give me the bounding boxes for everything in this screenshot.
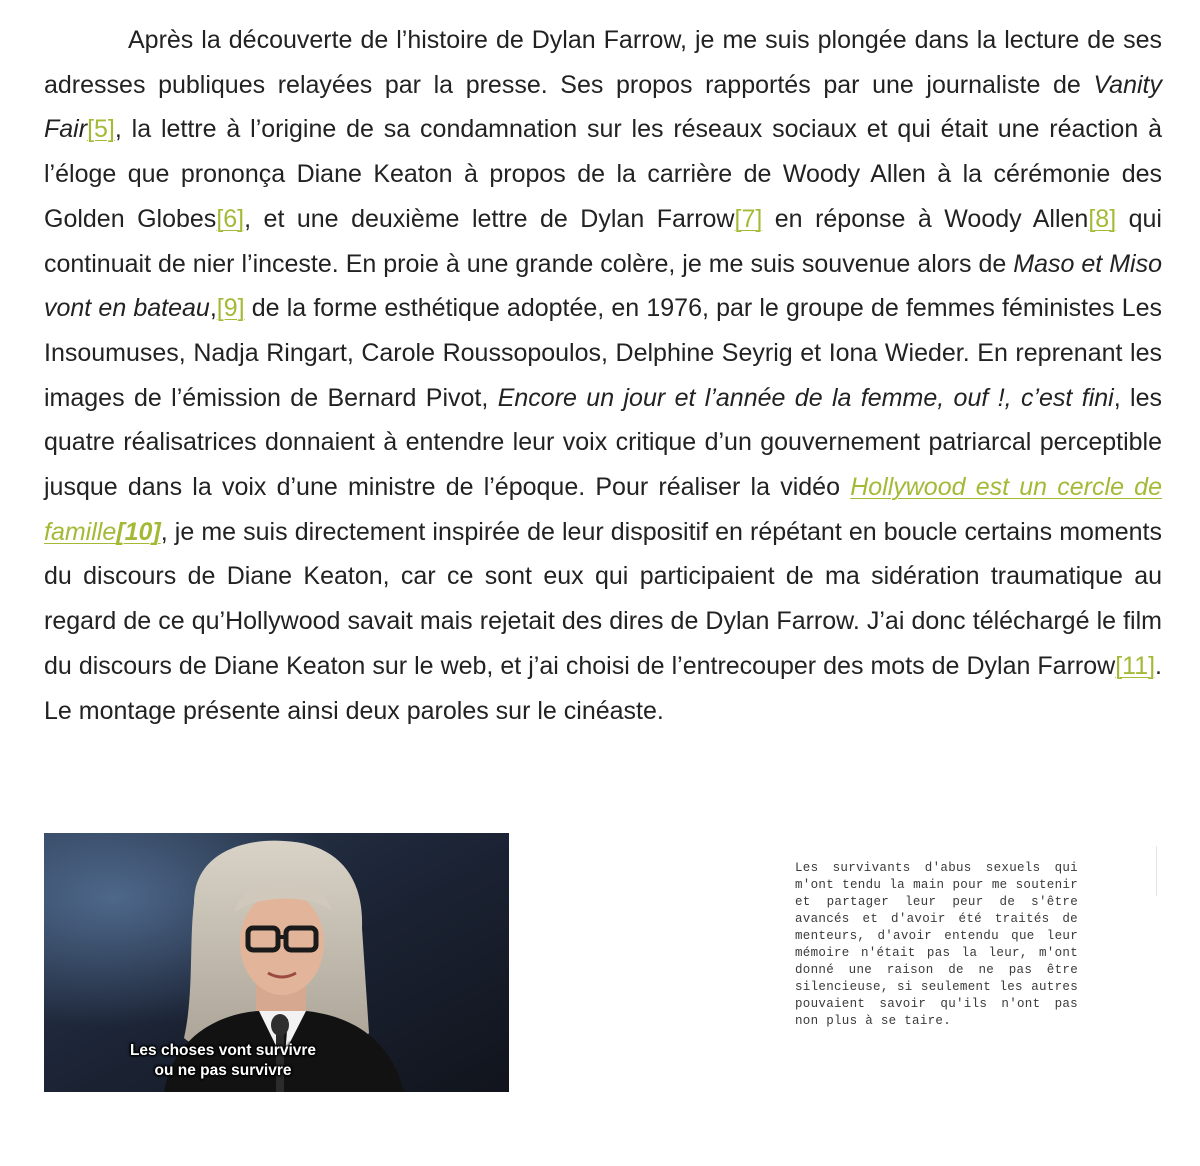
text-segment: en réponse à Woody Allen <box>762 204 1089 233</box>
video-still-image <box>44 833 509 1092</box>
footnote-link-11[interactable]: [11] <box>1115 651 1156 680</box>
footnote-link-8[interactable]: [8] <box>1088 204 1117 233</box>
footnote-link-10: [10] <box>116 517 161 546</box>
text-segment: , les quatre réalisatrices donnaient à entendre leur voix critique d’un gouvernement patriarcal perceptible jusque dans la voix d’une ministre de l’époque. Pour réaliser la vidéo <box>44 383 1162 502</box>
typed-quote-text: Les survivants d'abus sexuels qui m'ont tendu la main pour me soutenir et partager leur peur de s'être avancés et d'avoir été traités de menteurs, d'avoir entendu que leur mémoire n'était pas la leur, m'ont donné une raison de ne pas être silencieuse, si seulement les autres pouvaient savoir qu'ils n'ont pas non plus à se taire. <box>795 861 1078 1028</box>
footnote-link-7[interactable]: [7] <box>734 204 763 233</box>
image-edge-divider <box>1156 846 1157 896</box>
text-segment: , et une deuxième lettre de Dylan Farrow <box>244 204 735 233</box>
encore-un-jour-title: Encore un jour et l’année de la femme, ouf !, c’est fini <box>497 383 1114 412</box>
footnote-link-6[interactable]: [6] <box>216 204 245 233</box>
video-subtitle-line-1: Les choses vont survivre <box>129 1042 317 1059</box>
text-segment: Après la découverte de l’histoire de Dylan Farrow, je me suis plongée dans la lecture de ses adresses publiques relayées par la presse. Ses propos rapportés par une journaliste de <box>44 26 1162 99</box>
footnote-link-9[interactable]: [9] <box>216 294 245 323</box>
maso-miso-title: Maso et Miso vont en bateau <box>44 249 1162 323</box>
text-segment: , <box>209 294 217 323</box>
text-segment: , la lettre à l’origine de sa condamnation sur les réseaux sociaux et qui était une réaction à l’éloge que prononça Diane Keaton à propos de la carrière de Woody Allen à la cérémonie des Golden Globes <box>44 115 1162 233</box>
article-paragraph <box>44 18 1162 733</box>
video-subtitle-line-2: ou ne pas survivre <box>154 1062 292 1079</box>
text-segment: , je me suis directement inspirée de leur dispositif en répétant en boucle certains moments du discours de Diane Keaton, car ce sont eux qui participaient de ma sidération traumatique au regard de ce qu’Hollywood savait mais rejetait des dires de Dylan Farrow. J’ai donc téléchargé le film du discours de Diane Keaton sur le web, et j’ai choisi de l’entrecouper des mots de Dylan Farrow <box>44 517 1162 680</box>
footnote-link-5[interactable]: [5] <box>87 115 115 144</box>
text-segment: qui continuait de nier l’inceste. En proie à une grande colère, je me suis souvenue alors de <box>44 204 1162 278</box>
text-segment: . Le montage présente ainsi deux paroles sur le cinéaste. <box>44 651 1162 725</box>
video-link-label: Hollywood est un cercle de famille <box>44 473 1162 546</box>
vanity-fair-title: Vanity Fair <box>44 70 1162 144</box>
text-segment: de la forme esthétique adoptée, en 1976, par le groupe de femmes féministes Les Insoumuses, Nadja Ringart, Carole Roussopoulos, Delphine Seyrig et Iona Wieder. En reprenant les images de l’émission de Bernard Pivot, <box>44 294 1162 412</box>
